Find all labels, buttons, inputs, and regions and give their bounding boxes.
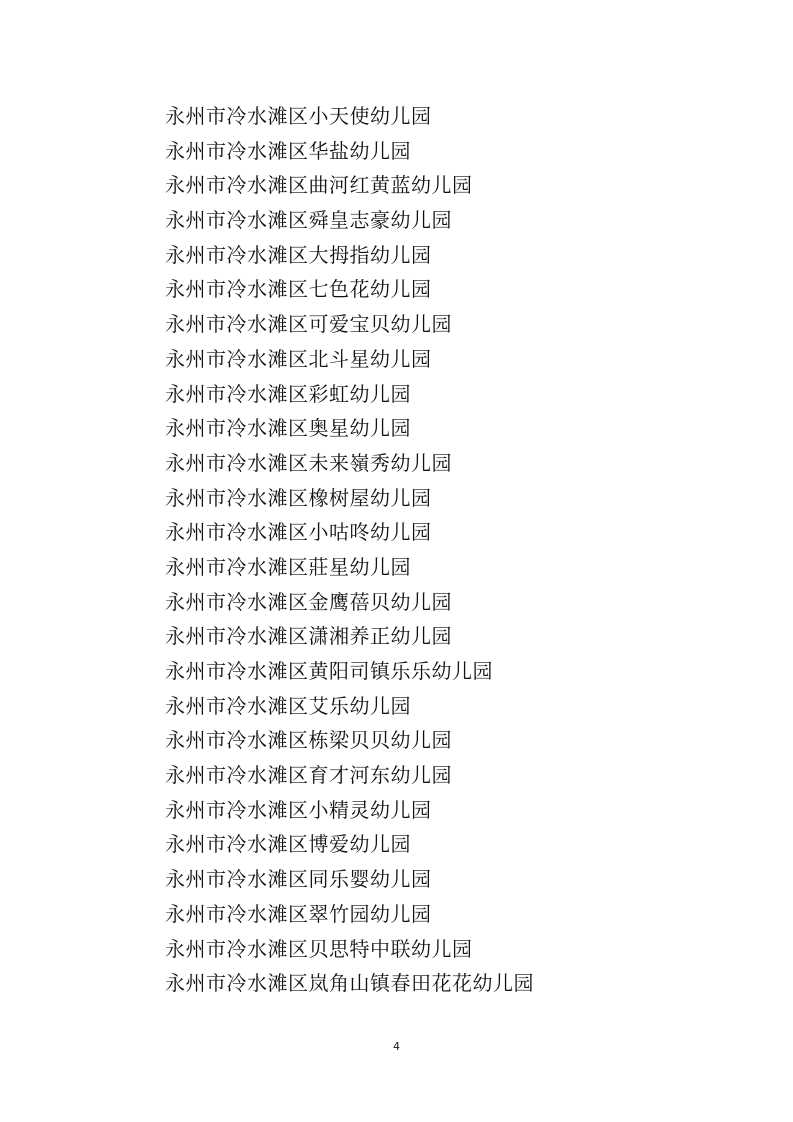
- page-number: 4: [393, 1040, 400, 1053]
- list-item: 永州市冷水滩区北斗星幼儿园: [165, 346, 432, 371]
- list-item: 永州市冷水滩区潇湘养正幼儿园: [165, 624, 452, 649]
- list-item: 永州市冷水滩区贝思特中联幼儿园: [165, 936, 473, 961]
- list-item: 永州市冷水滩区曲河红黄蓝幼儿园: [165, 173, 473, 198]
- kindergarten-list: [165, 99, 534, 1001]
- list-item: 永州市冷水滩区小咕咚幼儿园: [165, 520, 432, 545]
- list-item: 永州市冷水滩区翠竹园幼儿园: [165, 901, 432, 926]
- list-item: 永州市冷水滩区小天使幼儿园: [165, 104, 432, 128]
- list-item: 永州市冷水滩区小精灵幼儿园: [165, 797, 432, 822]
- list-item: 永州市冷水滩区奥星幼儿园: [165, 416, 411, 441]
- list-item: 永州市冷水滩区橡树屋幼儿园: [165, 485, 432, 510]
- list-item: 永州市冷水滩区莊星幼儿园: [165, 554, 411, 579]
- list-item: 永州市冷水滩区金鹰蓓贝幼儿园: [165, 589, 452, 614]
- list-item: 永州市冷水滩区七色花幼儿园: [165, 277, 432, 302]
- list-item: 永州市冷水滩区大拇指幼儿园: [165, 242, 432, 267]
- list-item: 永州市冷水滩区岚角山镇春田花花幼儿园: [165, 971, 534, 996]
- list-item: 永州市冷水滩区博爱幼儿园: [165, 832, 411, 857]
- list-item: 永州市冷水滩区同乐婴幼儿园: [165, 867, 432, 892]
- list-item: 永州市冷水滩区黄阳司镇乐乐幼儿园: [165, 659, 493, 683]
- list-item: 永州市冷水滩区育才河东幼儿园: [165, 763, 452, 788]
- list-item: 永州市冷水滩区栋梁贝贝幼儿园: [165, 728, 452, 753]
- list-item: 永州市冷水滩区彩虹幼儿园: [165, 381, 411, 406]
- list-item: 永州市冷水滩区未来嶺秀幼儿园: [165, 450, 452, 475]
- list-item: 永州市冷水滩区华盐幼儿园: [165, 138, 411, 163]
- list-item: 永州市冷水滩区可爱宝贝幼儿园: [165, 312, 452, 337]
- list-item: 永州市冷水滩区艾乐幼儿园: [165, 693, 411, 718]
- list-item: 永州市冷水滩区舜皇志豪幼儿园: [165, 208, 452, 233]
